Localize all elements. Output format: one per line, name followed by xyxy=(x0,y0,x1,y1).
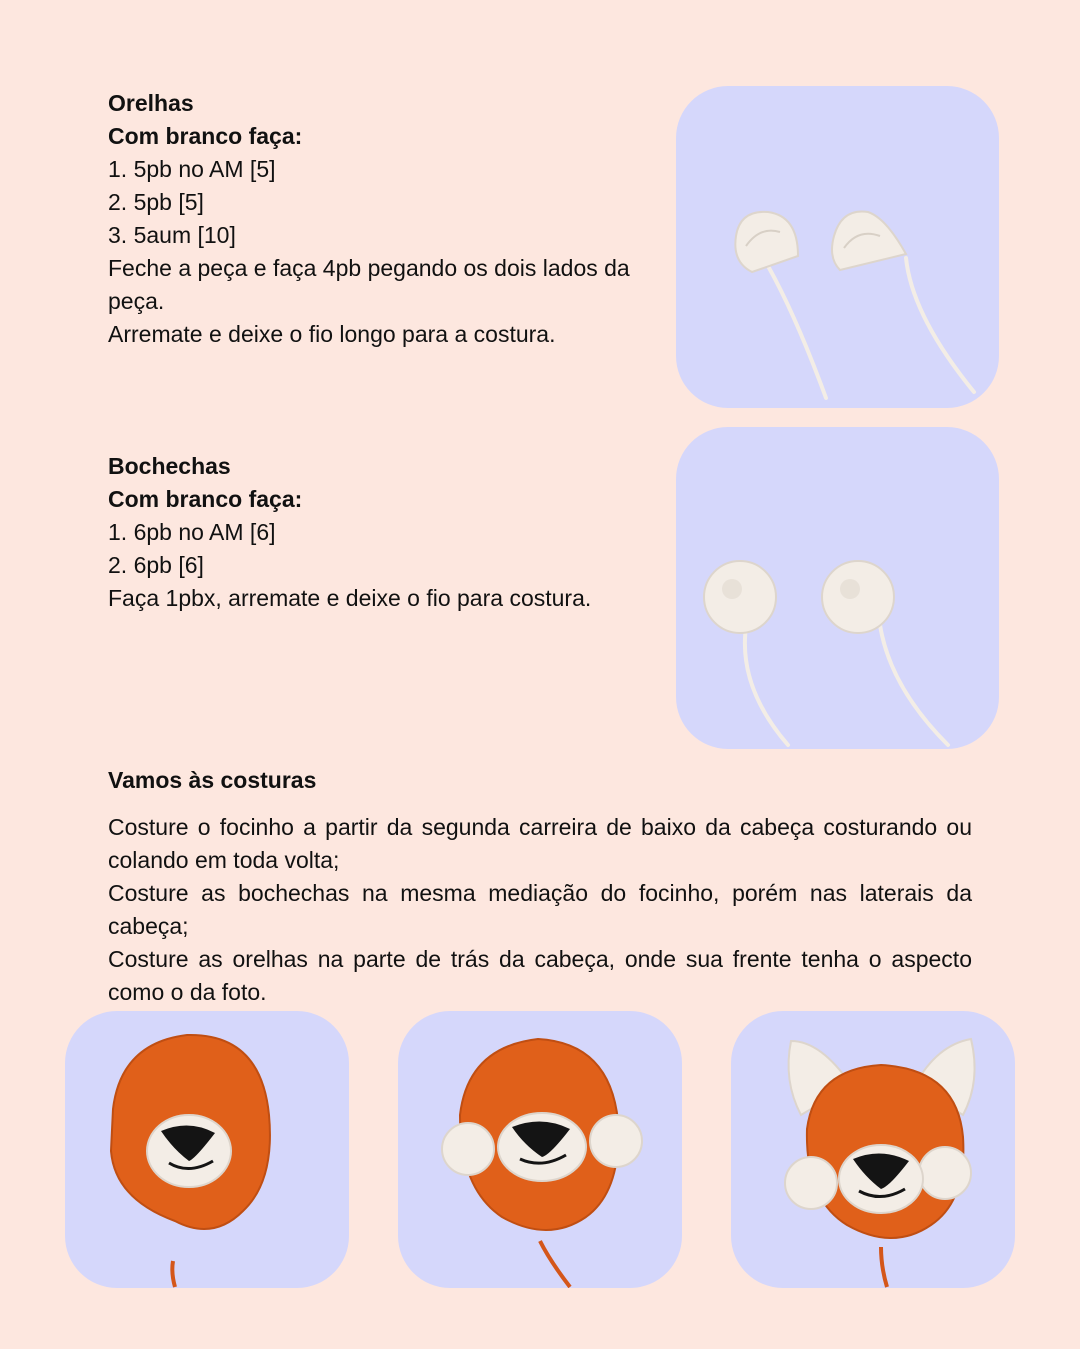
cheek-left xyxy=(704,561,788,745)
cheeks-step-1: 1. 6pb no AM [6] xyxy=(108,519,276,545)
sewing-paragraph-cheeks: Costure as bochechas na mesma mediação do focinho, porém nas laterais da cabeça; xyxy=(108,880,972,939)
ears-instruction-finish: Arremate e deixe o fio longo para a costura. xyxy=(108,321,556,347)
ears-step-3: 3. 5aum [10] xyxy=(108,222,236,248)
cheeks-section xyxy=(108,450,663,615)
ears-instruction-close: Feche a peça e faça 4pb pegando os dois lados da peça. xyxy=(108,255,630,314)
sewing-step-ears-photo xyxy=(731,1011,1015,1288)
crochet-ears-illustration xyxy=(676,86,999,408)
sewing-instructions xyxy=(108,811,972,1009)
crochet-head-snout-illustration xyxy=(65,1011,349,1288)
ears-title: Orelhas xyxy=(108,90,194,116)
cheeks-title: Bochechas xyxy=(108,453,231,479)
cheek-right xyxy=(590,1115,642,1167)
ears-subtitle: Com branco faça: xyxy=(108,123,303,149)
cheeks-subtitle: Com branco faça: xyxy=(108,486,303,512)
ears-photo xyxy=(676,86,999,408)
sewing-step-snout-photo xyxy=(65,1011,349,1288)
cheeks-step-2: 2. 6pb [6] xyxy=(108,552,204,578)
cheek-right xyxy=(919,1147,971,1199)
sewing-step-cheeks-photo xyxy=(398,1011,682,1288)
sewing-title: Vamos às costuras xyxy=(108,767,317,793)
ears-step-1: 1. 5pb no AM [5] xyxy=(108,156,276,182)
crochet-head-cheeks-illustration xyxy=(398,1011,682,1288)
crochet-head-ears-illustration xyxy=(731,1011,1015,1288)
cheek-left xyxy=(785,1157,837,1209)
ear-left xyxy=(735,212,826,398)
cheek-right xyxy=(822,561,948,745)
ears-step-2: 2. 5pb [5] xyxy=(108,189,204,215)
crochet-cheeks-illustration xyxy=(676,427,999,749)
ears-section xyxy=(108,87,663,351)
sewing-paragraph-ears: Costure as orelhas na parte de trás da cabeça, onde sua frente tenha o aspecto como o da foto. xyxy=(108,946,972,1005)
cheeks-instruction-finish: Faça 1pbx, arremate e deixe o fio para costura. xyxy=(108,585,592,611)
sewing-paragraph-snout: Costure o focinho a partir da segunda carreira de baixo da cabeça costurando ou colando em toda volta; xyxy=(108,814,972,873)
cheek-left xyxy=(442,1123,494,1175)
ear-right xyxy=(832,212,974,393)
cheeks-photo xyxy=(676,427,999,749)
